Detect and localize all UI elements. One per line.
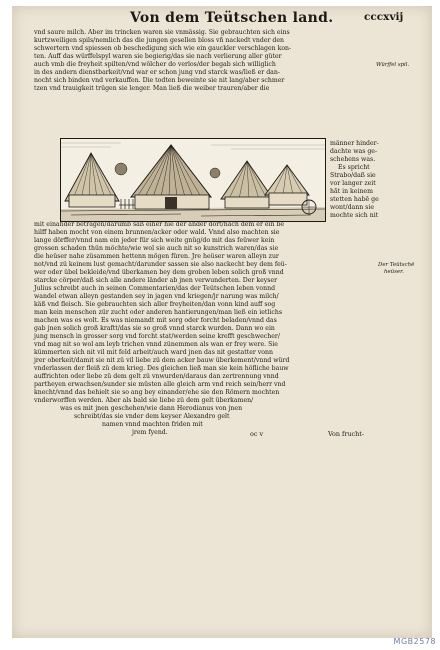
body-line: wandel etwan alleyn gestanden sey in jagen vnd kriegen/jr narung was milch/ <box>34 293 279 300</box>
catchword: Von frucht- <box>328 430 364 438</box>
body-line: jrer oberkeit/damit sie nit zü vil liebe zü dem acker bauw überkement/vnnd würd <box>34 357 290 364</box>
body-line: schreibt/das sie vnder dem keyser Alexandro gelt <box>74 413 230 420</box>
body-line: Es spricht <box>338 164 370 171</box>
marginal-note: Würffel spil. <box>376 62 410 68</box>
body-line: vor langer zeit <box>330 180 376 187</box>
marginal-note: Der Teütschē <box>378 262 415 268</box>
body-line: vnd saure milch. Aber im trincken waren sie vnmässig. Sie gebrauchten sich eins <box>34 29 290 36</box>
body-line: lange dörffer/vnnd nam ein jeder für sich weite gnüg/do mit das feüwer kein <box>34 237 275 244</box>
body-line: auch vmb die freyheit spilten/vnd wölcher do verlos/der begab sich williglich <box>34 61 276 68</box>
body-line: stetten habē ge <box>330 196 379 203</box>
body-line: was es mit jnen geschehen/wie dann Herodianus von jnen <box>60 405 243 412</box>
body-line: ten. Auff das würffelspyl waren sie begierig/das sie nach verlierung aller güter <box>34 53 282 60</box>
body-line: kurtzweiligen spils/nemlich das die jungen gesellen bloss vñ nackedt vnder den <box>34 37 285 44</box>
signature-mark: oc v <box>250 430 264 438</box>
body-line: männer hinder- <box>330 140 379 147</box>
body-line: starcke cörper/daß sich alle andere länder ab jnen verwunderten. Der keyser <box>34 277 278 284</box>
body-line: die heüser nahe züsammen hettenn mögen füren. Jre heüser waren alleyn zur <box>34 253 279 260</box>
body-line: machen was es wolt. Es was niemandt mit sorg oder forcht beladen/vnnd das <box>34 317 277 324</box>
page-sheet <box>12 6 432 638</box>
page-title: Von dem Teütschen land. <box>130 10 334 26</box>
village-scene-image <box>61 139 325 221</box>
woodcut-illustration <box>60 138 326 222</box>
body-line: not/vnd zü keinem lust gemacht/darunder sassen sie also nackecht bey dem feü- <box>34 261 287 268</box>
body-line: wer oder übel bekleide/vnd überkamen bey dem groben leben solich groß vnnd <box>34 269 284 276</box>
inventory-code: MGB2578 <box>393 637 436 646</box>
body-line: schwertern vnd spiessen ob beschedigung sich wie ein gauckler verschlagen kon- <box>34 45 292 52</box>
body-line: partheyen erwachsen/sunder sie müsten alle gleich arm vnd reich sein/herr vnd <box>34 381 286 388</box>
body-line: jung mensch in grosser sorg vnd forcht stat/werden seine krefft geschwecher/ <box>34 333 280 340</box>
body-line: mit einander betragen/darumb saß einer hie der ander dort/nach dem er ein be <box>34 221 285 228</box>
body-line: in des andern dienstbarkeit/vnd war er schon jung vnd starck was/ließ er dan- <box>34 69 280 76</box>
body-line: namen vnnd machten friden mit <box>102 421 203 428</box>
body-line: kümmerten sich nit vil mit feld arbeit/auch ward jnen das nit gestatter vonn <box>34 349 273 356</box>
body-line: man kein menschen zür zucht oder anderen hantierungen/man ließ ein ietlichs <box>34 309 282 316</box>
body-line: dachte was ge- <box>330 148 378 155</box>
body-line: nocht sich binden vnd verkauffen. Die todten beweinte sie nit lang/aber schmer <box>34 77 285 84</box>
body-line: käß vnd fleisch. Sie gebrauchten sich aller freyheiten/dan vonn kind auff sog <box>34 301 276 308</box>
body-line: jrem fyend. <box>132 429 168 436</box>
body-line: hãt in keinem <box>330 188 373 195</box>
body-line: Strabo/daß sie <box>330 172 376 179</box>
body-line: tzen vnd trauigkeit trügen sie lenger. Man ließ die weiber trauren/aber die <box>34 85 270 92</box>
body-line: hilff haben mocht von einem brunnen/acker oder wald. Vnnd also machten sie <box>34 229 280 236</box>
body-line: vnd mag nit so wol am leyb trichen vnnd zünemmen als wan er frey were. Sie <box>34 341 278 348</box>
marginal-note: heüser. <box>384 269 404 275</box>
body-line: knecht/vnnd das behielt sie so ang bey einander/ehe sie den Römern mochten <box>34 389 280 396</box>
body-line: schehens was. <box>330 156 376 163</box>
page-number: cccxvij <box>364 11 404 23</box>
body-line: mochte sich nit <box>330 212 379 219</box>
body-line: vnderlassen der fleiß zü dem krieg. Des gleichen ließ man sie kein höfliche bauw <box>34 365 289 372</box>
body-line: wont/dann sie <box>330 204 374 211</box>
body-line: vnderworffen werden. Aber als bald sie liebe zü dem gelt überkamen/ <box>34 397 254 404</box>
body-line: gab jnen solich groß kraftt/das sie so groß vnnd starck wurden. Dann wo ein <box>34 325 275 332</box>
body-line: Julius schreibt auch in seinen Commentarien/das der Teütschen leben vonnd <box>34 285 276 292</box>
body-line: auffrichten oder liebe zü dem gelt zü vnwurden/daraus dan zertrennung vnnd <box>34 373 279 380</box>
body-line: grossen schaden thün möchte/wie wol sie auch nit so kunstrich waren/das sie <box>34 245 279 252</box>
